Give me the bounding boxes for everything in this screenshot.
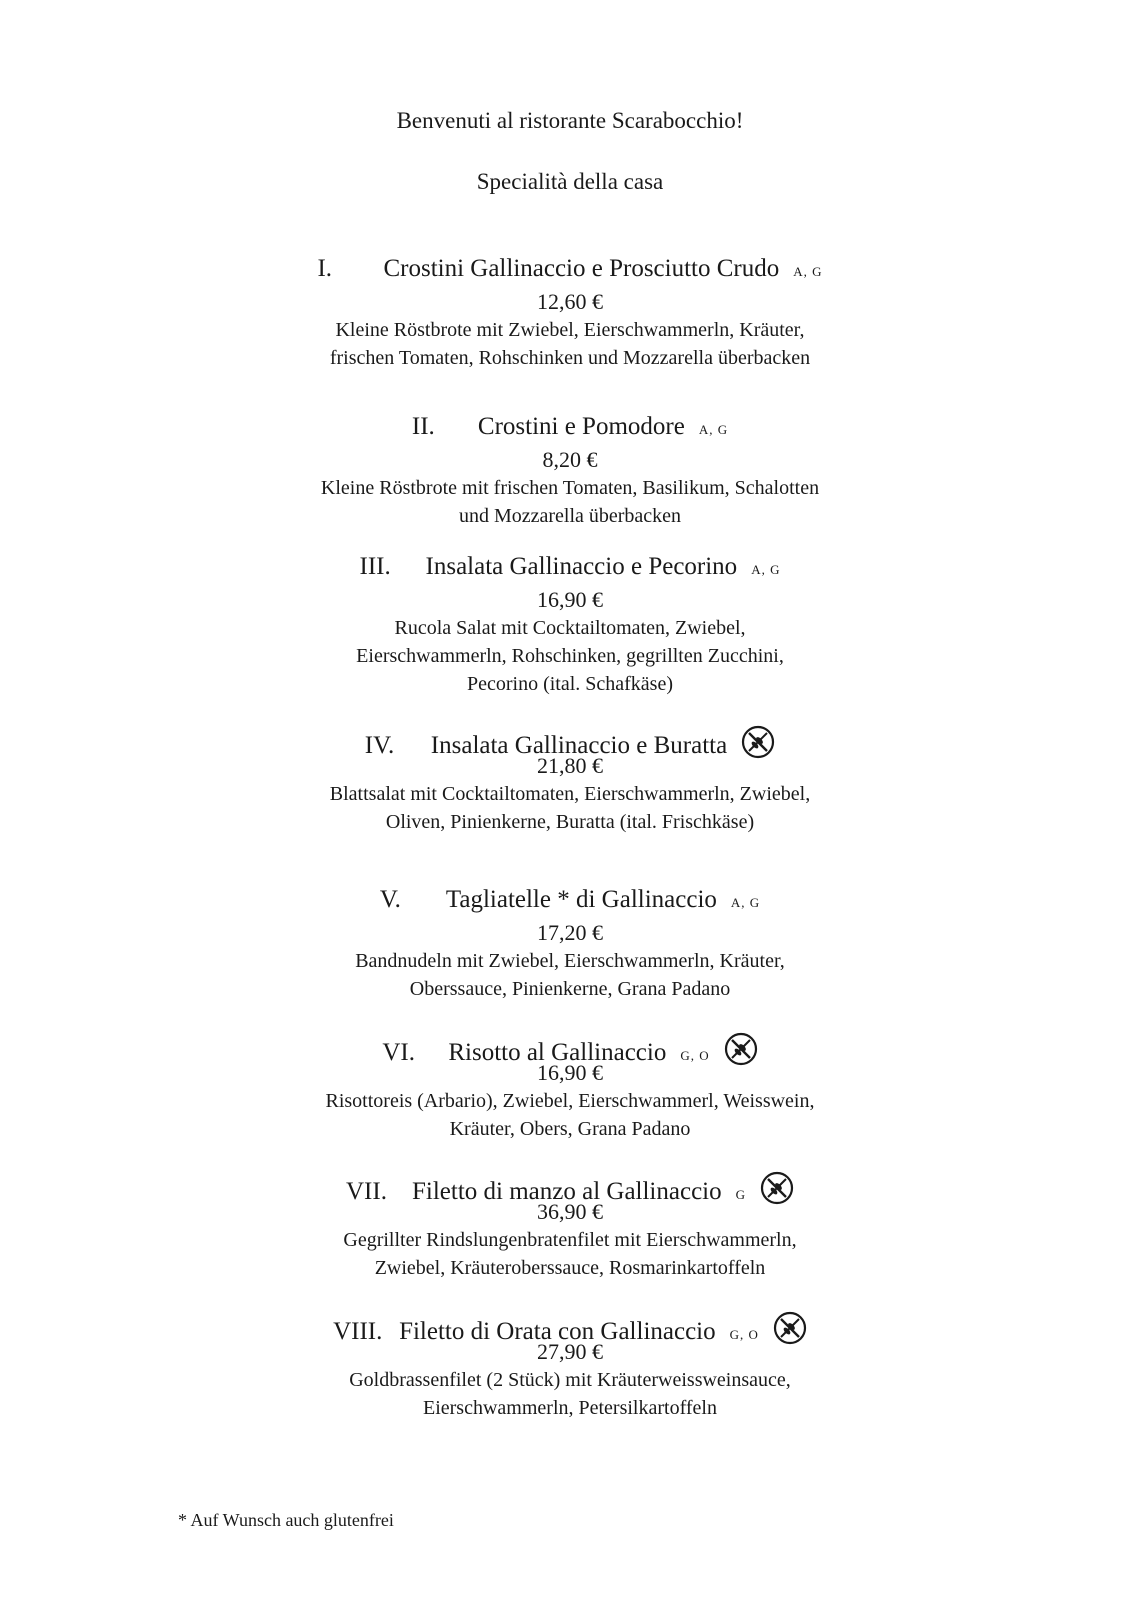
item-name: Filetto di Orata con Gallinaccio xyxy=(399,1318,716,1345)
item-price: 12,60 € xyxy=(537,289,603,314)
item-price: 8,20 € xyxy=(542,447,598,472)
item-allergens: A, G xyxy=(730,895,761,910)
item-description: Kleine Röstbrote mit frischen Tomaten, Basilikum, Schalotten und Mozzarella überbacken xyxy=(320,477,820,527)
item-name: Filetto di manzo al Gallinaccio xyxy=(411,1178,722,1205)
item-description: Blattsalat mit Cocktailtomaten, Eierschwammerln, Zwiebel, Oliven, Pinienkerne, Buratta (ital. Frischkäse) xyxy=(329,783,811,833)
item-price: 27,90 € xyxy=(537,1339,603,1364)
item-name: Crostini e Pomodore xyxy=(477,413,685,440)
item-allergens: G, O xyxy=(729,1327,759,1342)
house-specialties-heading: Specialità della casa xyxy=(476,169,664,194)
item-numeral: VII. xyxy=(345,1178,387,1205)
item-price: 16,90 € xyxy=(537,1060,603,1085)
item-description: Risottoreis (Arbario), Zwiebel, Eierschwammerl, Weisswein, Kräuter, Obers, Grana Padano xyxy=(325,1090,815,1140)
item-description: Goldbrassenfilet (2 Stück) mit Kräuterweissweinsauce, Eierschwammerln, Petersilkartoffeln xyxy=(349,1369,791,1419)
item-allergens: G, O xyxy=(680,1048,710,1063)
item-description: Bandnudeln mit Zwiebel, Eierschwammerln, Kräuter, Oberssauce, Pinienkerne, Grana Padano xyxy=(355,950,785,1000)
item-numeral: VIII. xyxy=(333,1318,383,1345)
item-allergens: A, G xyxy=(698,422,729,437)
item-name: Insalata Gallinaccio e Buratta xyxy=(430,732,728,759)
item-numeral: I. xyxy=(317,255,333,282)
item-description: Rucola Salat mit Cocktailtomaten, Zwiebel, Eierschwammerln, Rohschinken, gegrillten Zucchini, Pecorino (ital. Schafkäse) xyxy=(356,617,784,695)
item-price: 16,90 € xyxy=(537,587,603,612)
item-price: 36,90 € xyxy=(537,1199,603,1224)
item-price: 17,20 € xyxy=(537,920,603,945)
item-name: Crostini Gallinaccio e Prosciutto Crudo xyxy=(383,255,780,282)
item-allergens: G xyxy=(735,1187,747,1202)
item-numeral: III. xyxy=(359,553,391,580)
item-allergens: A, G xyxy=(793,264,823,279)
item-description: Gegrillter Rindslungenbratenfilet mit Eierschwammerln, Zwiebel, Kräuteroberssauce, Rosmarinkartoffeln xyxy=(343,1229,797,1279)
item-numeral: VI. xyxy=(382,1039,415,1066)
item-numeral: II. xyxy=(411,413,435,440)
item-numeral: V. xyxy=(379,886,401,913)
item-name: Risotto al Gallinaccio xyxy=(448,1039,667,1066)
item-description: Kleine Röstbrote mit Zwiebel, Eierschwammerln, Kräuter, frischen Tomaten, Rohschinken und Mozzarella überbacken xyxy=(329,319,811,369)
item-price: 21,80 € xyxy=(537,753,603,778)
gluten-free-footnote: * Auf Wunsch auch glutenfrei xyxy=(178,1510,394,1530)
item-numeral: IV. xyxy=(364,732,395,759)
restaurant-welcome-heading: Benvenuti al ristorante Scarabocchio! xyxy=(396,108,744,133)
item-allergens: A, G xyxy=(751,562,781,577)
item-name: Tagliatelle * di Gallinaccio xyxy=(445,886,717,913)
item-name: Insalata Gallinaccio e Pecorino xyxy=(425,553,738,580)
